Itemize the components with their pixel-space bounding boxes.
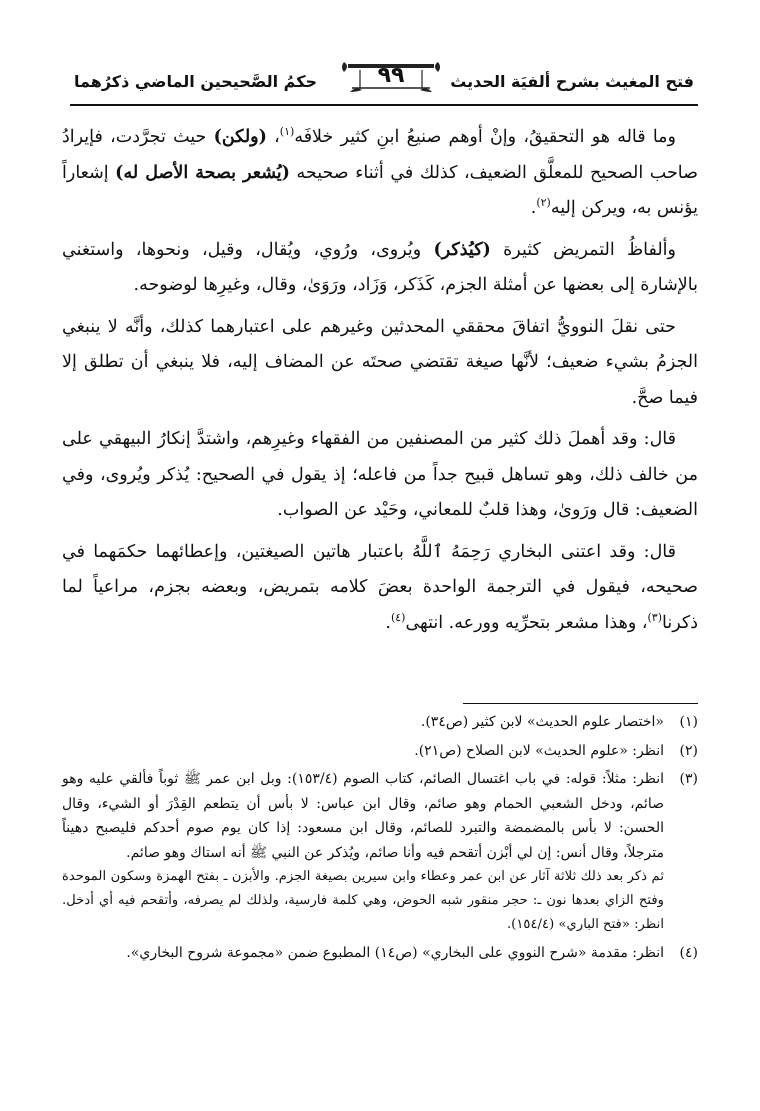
footnote-text: «اختصار علوم الحديث» لابن كثير (ص٣٤). [420,714,664,730]
page-number-ornament [340,58,442,98]
page-number: ٩٩ [377,63,405,88]
paragraph [62,233,698,304]
footnotes [62,710,698,970]
footnote-number: (٣) [679,771,698,787]
bold-term: (يُشعر بصحة الأصل له) [115,162,290,183]
footnote-number: (١) [679,714,698,730]
footnote-ref[interactable]: (٤) [390,610,406,624]
paragraph [62,535,698,642]
text-run: وألفاظُ التمريض كثيرة [490,239,676,260]
text-run: ويُروى، ورُوي، ويُقال، وقيل، ونحوها، واستغني بالإشارة إلى بعضها عن أمثلة الجزم، كَذَكر، وَزَاد، ورَوَىٰ، وقال، وغيرِها لوضوحه. [62,239,698,295]
paragraph [62,120,698,227]
text-run: وما قاله هو التحقيقُ، وإنْ أوهم صنيعُ ابنِ كثير خلافَه [294,127,676,147]
paragraph: قال: وقد أهملَ ذلك كثير من المصنفين من الفقهاء وغيرِهم، واشتدَّ إنكارُ البيهقي على من خالف ذلك، وهو تساهل قبيح جداً من فاعله؛ إذ يقول في الصحيح: يُذكر ويُروى، وفي الضعيف: قال ورَوىٰ، وهذا قلبٌ للمعاني، وحَيْد عن الصواب. [62,429,698,520]
text-run: . [385,612,391,633]
footnote-ref[interactable]: (٣) [647,610,663,624]
footnote [62,739,698,764]
paragraph: حتى نقلَ النوويُّ اتفاقَ محققي المحدثين وغيرهم على اعتبارهما كذلك، وأنَّه لا ينبغي الجزمُ بشيء ضعيف؛ لأنَّها صيغة تقتضي صحتَه عن المضاف إليه، فلا ينبغي أن تطلق إلا فيما صحَّ. [62,316,698,408]
footnote [62,941,698,966]
footnote-text: انظر: مثلاً: قوله: في باب اغتسال الصائم، كتاب الصوم (١٥٣/٤): وبل ابن عمر ﷺ ثوباً فألقي عليه وهو صائم، ودخل الشعبي الحمام وهو صائم، وقال ابن عباس: لا بأس أن يتطعم القِدْرَ أو الشيء، وقال الحسن: لا بأس بالمضمضة والتبرد للصائم، وقال ابن مسعود: إذا كان يوم صوم أحدكم فليصبح دهيناً مترجلاً، وقال أنس: إن لي أبْزن أتقحم فيه وأنا صائم، ويُذكر عن النبي ﷺ أنه استاك وهو صائم. [62,771,664,861]
text-run: ، [266,127,280,147]
text-run: ، وهذا مشعر بتحرِّيه وورعه. انتهى [405,612,648,633]
footnote [62,767,698,937]
text-run: قال: وقد اعتنى البخاري رَحِمَهُ ٱللَّهُ باعتبار هاتين الصيغتين، وإعطائهما حكمَهما في صحيحه، فيقول في الترجمة الواحدة بعضَ كلامه بتمريض، وبعضه بجزم، مراعياً لما ذكرنا [62,541,698,633]
book-title: فتح المغيث بشرح ألفيَة الحديث [450,72,694,91]
text-run: إشعاراً يؤنس به، ويركن إليه [62,162,698,218]
main-text [62,120,698,647]
footnote-text: انظر: «علوم الحديث» لابن الصلاح (ص٢١). [414,742,664,759]
text-run: حيث تجرَّدت، فإيرادُ صاحب الصحيح للمعلَّق الضعيف، كذلك في أثناء صحيحه [62,127,698,183]
footnote-divider [463,703,698,704]
footnote-number: (٤) [679,945,698,961]
footnote-number: (٢) [679,742,698,759]
footnote-continuation: ثم ذكر بعد ذلك ثلاثة آثار عن ابن عمر وعطاء وابن سيرين بصيغة الجزم. والأبزن ـ بفتح الهمزة وسكون الموحدة وفتح الزاي بعدها نون ـ: حجر منقور شبه الحوض، وهي كلمة فارسية، ولذلك لم يصرفه، وأتقحم فيه أي أدخل. انظر: «فتح الباري» (١٥٤/٤). [62,869,664,932]
bold-term: (ولكن) [213,127,267,147]
footnote-ref[interactable]: (١) [279,125,295,139]
footnote [62,710,698,735]
running-header [70,64,698,106]
footnote-ref[interactable]: (٢) [536,196,551,210]
section-title: حكمُ الصَّحيحين الماضي ذكرُهما [74,72,318,91]
text-run: . [530,198,537,218]
bold-term: (كيُذكر) [433,239,491,260]
footnote-text: انظر: مقدمة «شرح النووي على البخاري» (ص١٤) المطبوع ضمن «مجموعة شروح البخاري». [126,945,664,961]
